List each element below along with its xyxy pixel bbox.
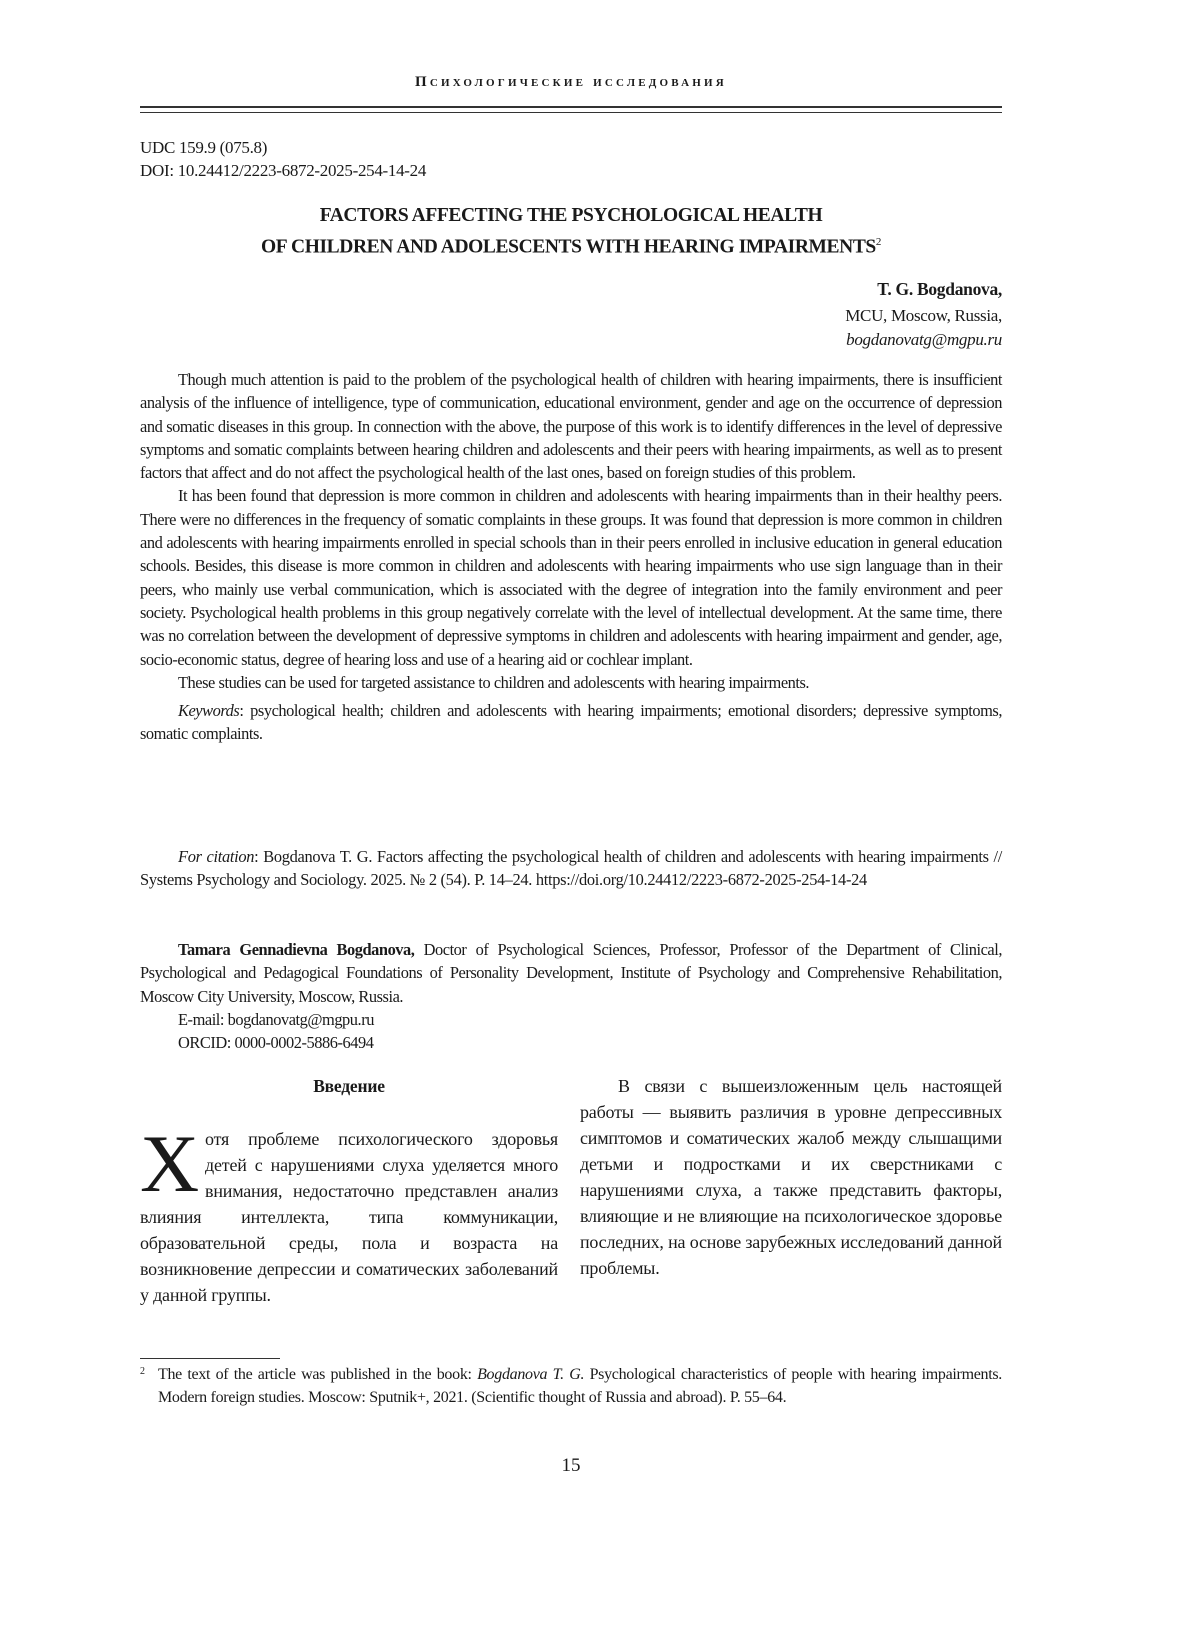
author-block <box>845 277 1002 352</box>
abstract-paragraph: These studies can be used for targeted assistance to children and adolescents with hearing impairments. <box>140 671 1002 694</box>
bio-email: E-mail: bogdanovatg@mgpu.ru <box>140 1008 1002 1031</box>
footnote-author: Bogdanova T. G. <box>477 1366 584 1383</box>
citation-label: For citation <box>178 847 254 866</box>
article-meta <box>140 136 426 182</box>
page-number: 15 <box>140 1455 1002 1477</box>
intro-heading: Введение <box>140 1073 558 1099</box>
keywords <box>140 699 1002 746</box>
running-header: Психологические исследования <box>140 74 1002 91</box>
bio-paragraph <box>140 938 1002 1008</box>
author-name: T. G. Bogdanova, <box>845 277 1002 301</box>
intro-text: В связи с вышеизложенным цель настоящей работы — выявить различия в уровне депрессивных симптомов и соматических жалоб между слышащими детьми и подростками и их сверстниками с нарушениями слуха, а также представить факторы, влияющие и не влияющие на психологическое здоровье последних, на основе зарубежных исследований данной проблемы. <box>580 1073 1002 1281</box>
udc: UDC 159.9 (075.8) <box>140 136 426 159</box>
article-title <box>140 202 1002 261</box>
intro-right-column <box>580 1073 1002 1281</box>
author-bio <box>140 938 1002 1054</box>
title-line <box>140 229 1002 261</box>
drop-cap: Х <box>140 1132 199 1196</box>
bio-name: Tamara Gennadievna Bogdanova, <box>178 940 414 959</box>
footnote-part: Psychological characteristics of people with hearing impairments. Modern foreign studies. Moscow: Sputnik+, 2021. (Scientific thought of Russia and abroad). P. 55–64. <box>158 1366 1002 1406</box>
keywords-text: : psychological health; children and adolescents with hearing impairments; emotional disorders; depressive symptoms, somatic complaints. <box>140 701 1002 743</box>
keywords-label: Keywords <box>178 701 239 720</box>
bio-orcid: ORCID: 0000-0002-5886-6494 <box>140 1031 1002 1054</box>
doi: DOI: 10.24412/2223-6872-2025-254-14-24 <box>140 159 426 182</box>
footnote-ref[interactable]: 2 <box>876 236 881 248</box>
citation-text: : Bogdanova T. G. Factors affecting the psychological health of children and adolescents with hearing impairments // Systems Psychology and Sociology. 2025. № 2 (54). P. 14–24. https://doi.org/10.24412/2223-6872-2025-254-14-24 <box>140 847 1002 889</box>
footnote <box>140 1363 1002 1409</box>
title-text: OF CHILDREN AND ADOLESCENTS WITH HEARING IMPAIRMENTS <box>261 237 876 258</box>
abstract-paragraph: Though much attention is paid to the problem of the psychological health of children with hearing impairments, there is insufficient analysis of the influence of intelligence, type of communication, educational environment, gender and age on the occurrence of depression and somatic diseases in this group. In connection with the above, the purpose of this work is to identify differences in the level of depressive symptoms and somatic complaints between hearing children and adolescents and their peers with hearing impairments, as well as to present factors that affect and do not affect the psychological health of the last ones, based on foreign studies of this problem. <box>140 368 1002 484</box>
bio-text: Doctor of Psychological Sciences, Professor, Professor of the Department of Clinical, Psychological and Pedagogical Foundations of Personality Development, Institute of Psychology and Comprehensive Rehabilitation, Moscow City University, Moscow, Russia. <box>140 940 1002 1006</box>
footnote-number: 2 <box>140 1360 145 1383</box>
author-email[interactable]: bogdanovatg@mgpu.ru <box>845 328 1002 352</box>
intro-left-column <box>140 1073 558 1308</box>
header-rule <box>140 112 1002 113</box>
footnote-rule <box>140 1358 280 1359</box>
footnote-text <box>158 1363 1002 1409</box>
title-line: FACTORS AFFECTING THE PSYCHOLOGICAL HEALTH <box>140 202 1002 229</box>
intro-text: отя проблеме психологического здоровья детей с нарушениями слуха уделяется много внимания, недостаточно представлен анализ влияния интеллекта, типа коммуникации, образовательной среды, пола и возраста на возникновение депрессии и соматических заболеваний у данной группы. <box>140 1129 558 1305</box>
footnote-part: The text of the article was published in the book: <box>158 1366 477 1383</box>
abstract-paragraph: It has been found that depression is more common in children and adolescents with hearing impairments than in their healthy peers. There were no differences in the frequency of somatic complaints in these groups. It was found that depression is more common in children and adolescents with hearing impairments enrolled in special schools than in their peers enrolled in inclusive education in general education schools. Besides, this disease is more common in children and adolescents with hearing impairments who use sign language than in their peers, who mainly use verbal communication, which is associated with the degree of integration into the family environment and peer society. Psychological health problems in this group negatively correlate with the level of intellectual development. At the same time, there was no correlation between the development of depressive symptoms in children and adolescents with hearing impairment and gender, age, socio-economic status, degree of hearing loss and use of a hearing aid or cochlear implant. <box>140 484 1002 670</box>
header-rule <box>140 106 1002 108</box>
abstract <box>140 368 1002 746</box>
citation <box>140 845 1002 892</box>
author-affiliation: MCU, Moscow, Russia, <box>845 304 1002 328</box>
